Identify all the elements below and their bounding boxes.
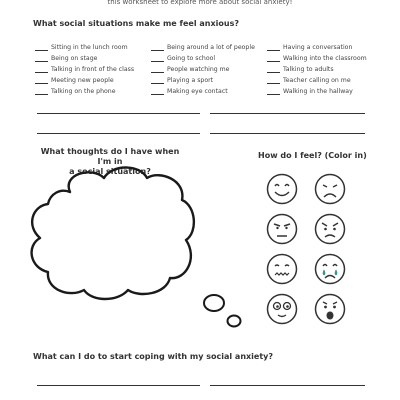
checklist-item[interactable]: Playing a sport <box>151 73 255 84</box>
checklist-item[interactable]: Talking in front of the class <box>35 62 134 73</box>
checklist-item[interactable]: Going to school <box>151 51 255 62</box>
checklist-item[interactable]: Sitting in the lunch room <box>35 40 134 51</box>
checklist-item[interactable]: Having a conversation <box>267 40 367 51</box>
checklist-item[interactable]: Talking on the phone <box>35 84 134 95</box>
situations-question: What social situations make me feel anxious? <box>33 19 239 28</box>
surprised-face-icon[interactable] <box>265 292 299 326</box>
checklist-item[interactable]: Walking into the classroom <box>267 51 367 62</box>
checklist-item[interactable]: Being on stage <box>35 51 134 62</box>
sad-face-icon[interactable] <box>313 172 347 206</box>
checklist-item[interactable]: Walking in the hallway <box>267 84 367 95</box>
shocked-face-icon[interactable] <box>313 292 347 326</box>
write-line[interactable] <box>37 385 200 386</box>
checklist-item[interactable]: Talking to adults <box>267 62 367 73</box>
nervous-face-icon[interactable] <box>265 252 299 286</box>
coping-question: What can I do to start coping with my social anxiety? <box>33 352 274 361</box>
checklist-item[interactable]: Making eye contact <box>151 84 255 95</box>
crying-face-icon[interactable] <box>313 252 347 286</box>
smiling-face-icon[interactable] <box>265 172 299 206</box>
checklist-item[interactable]: Teacher calling on me <box>267 73 367 84</box>
intro-text: this worksheet to explore more about social anxiety! <box>107 0 293 6</box>
checklist-item[interactable]: People watching me <box>151 62 255 73</box>
angry-face-icon[interactable] <box>265 212 299 246</box>
feelings-question: How do I feel? (Color in) <box>258 151 367 160</box>
checklist-item[interactable]: Being around a lot of people <box>151 40 255 51</box>
frowning-face-icon[interactable] <box>313 212 347 246</box>
checklist-item[interactable]: Meeting new people <box>35 73 134 84</box>
write-line[interactable] <box>210 385 365 386</box>
thoughts-question: What thoughts do I have when I'm in a social situation? <box>40 147 180 176</box>
